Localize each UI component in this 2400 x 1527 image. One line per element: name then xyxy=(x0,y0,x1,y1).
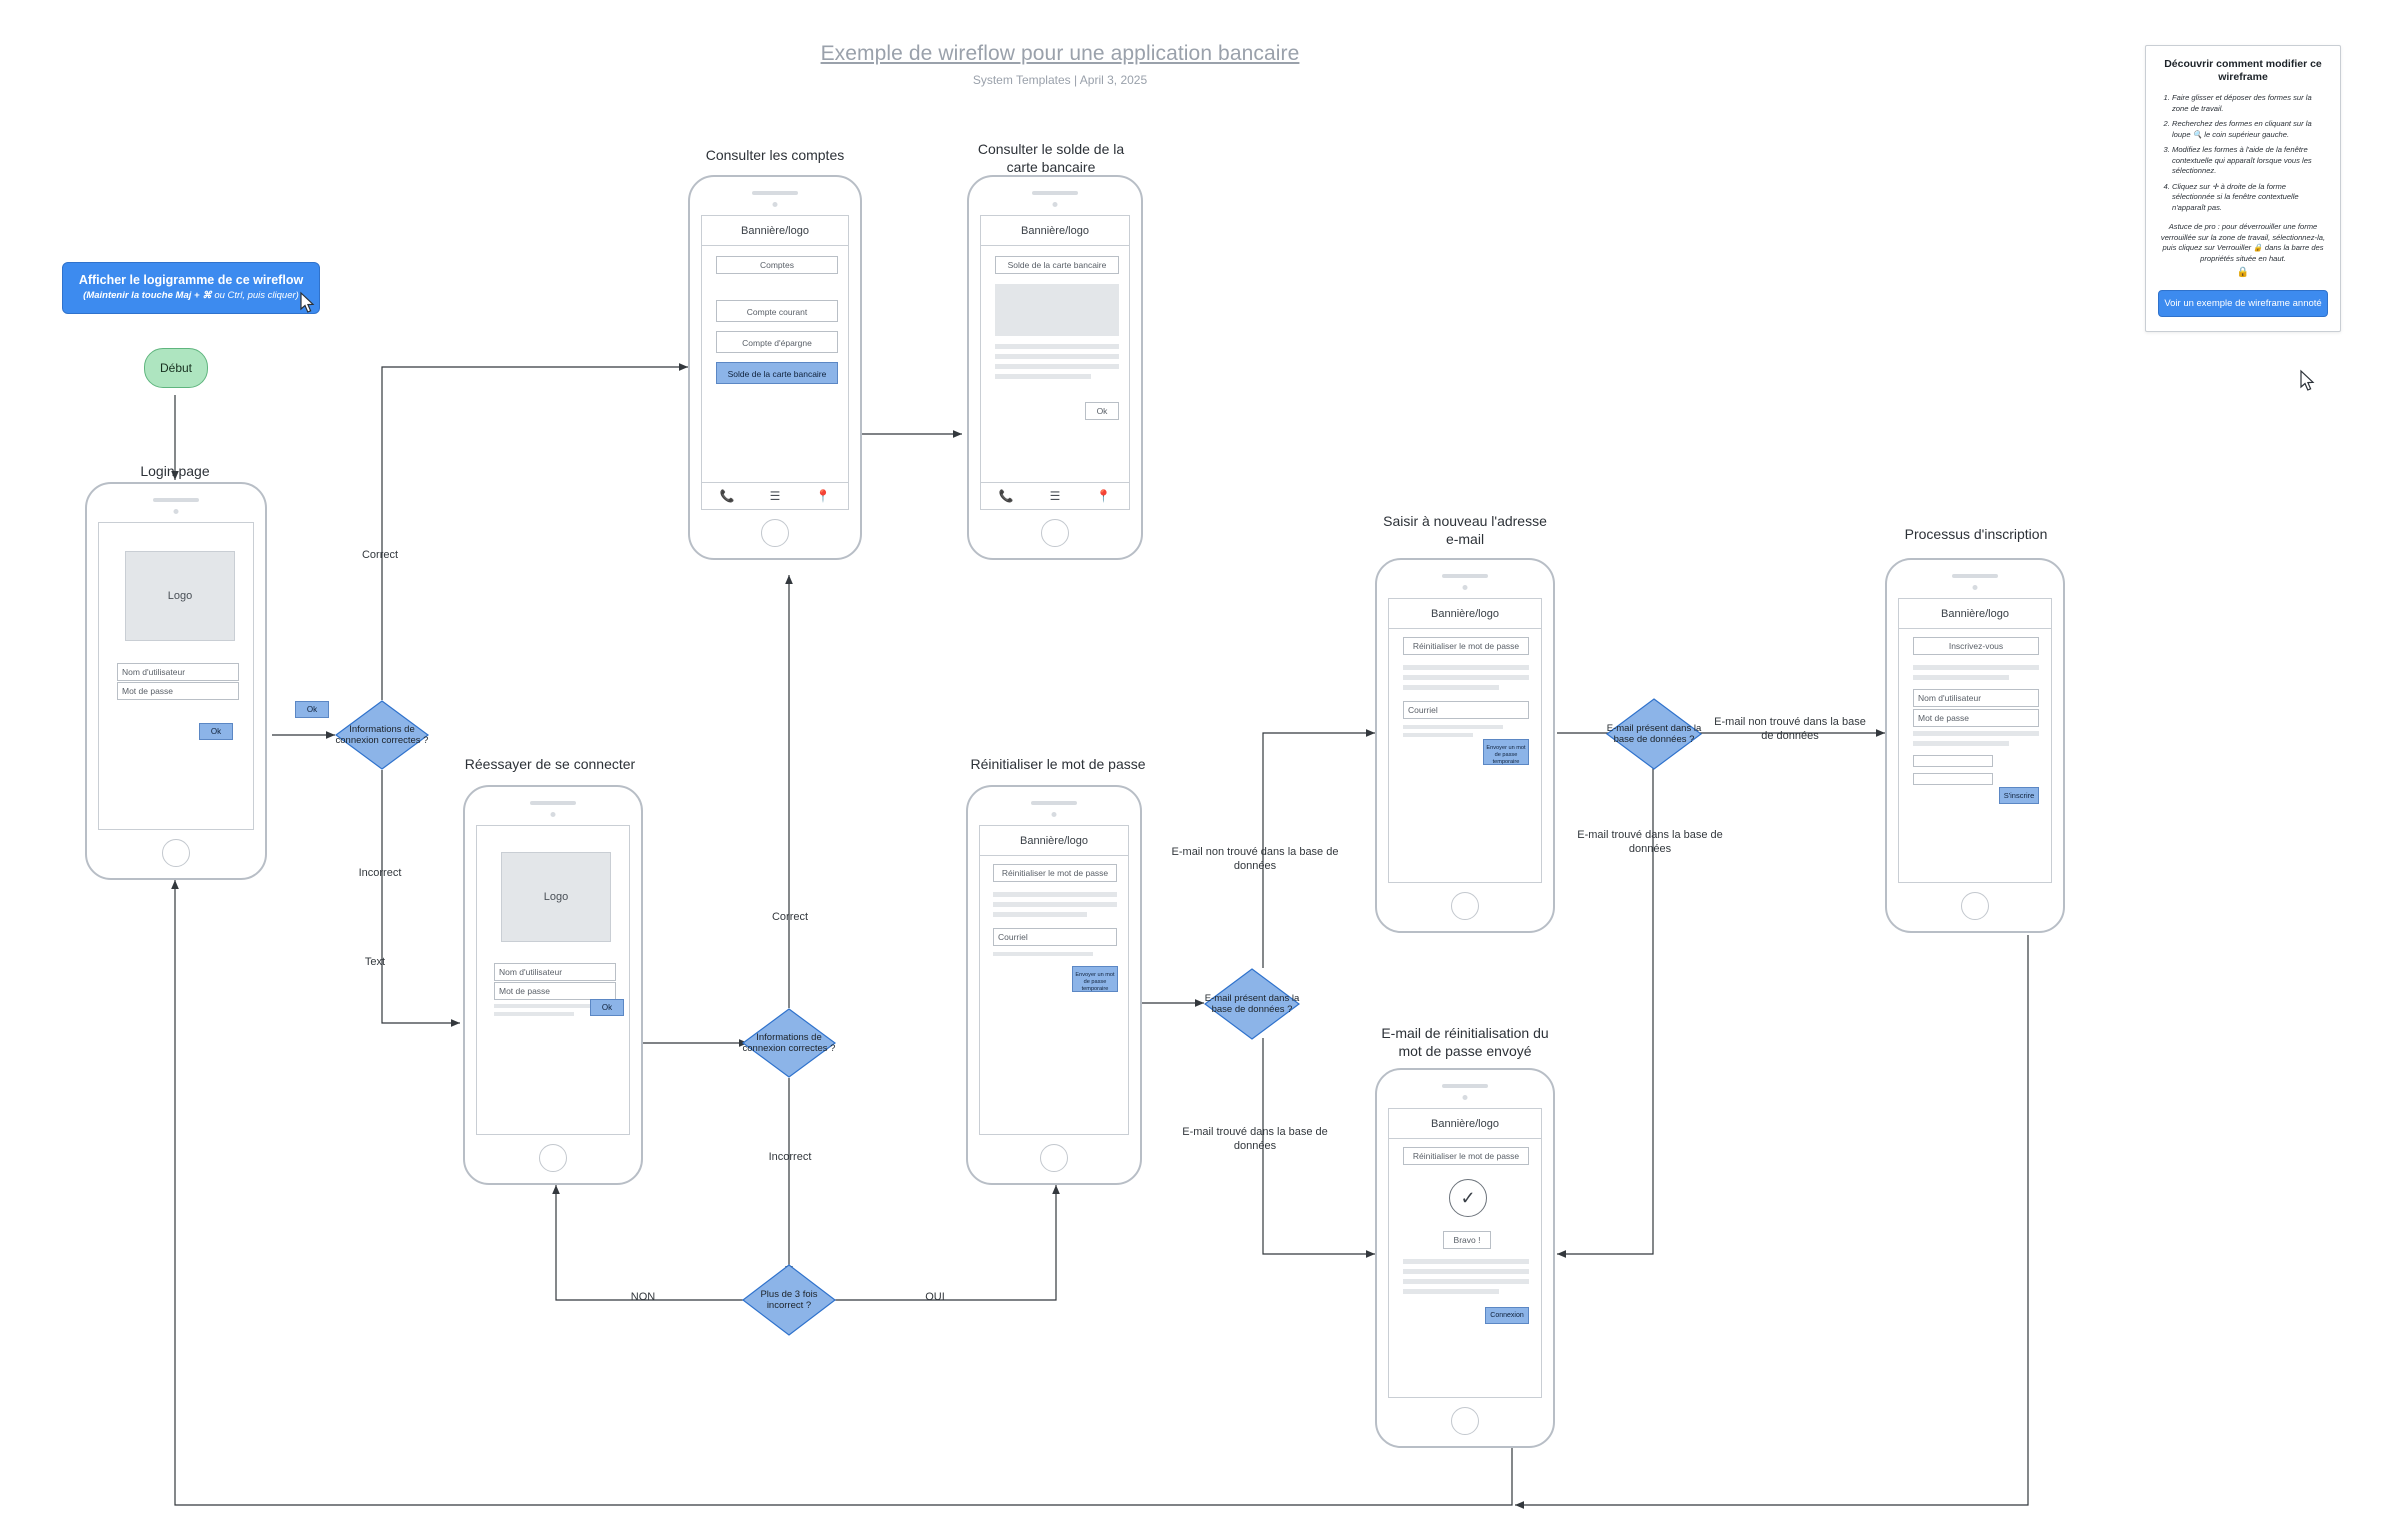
camera-icon xyxy=(1053,202,1058,207)
banner-logo: Bannière/logo xyxy=(1389,1109,1541,1139)
home-button-icon xyxy=(761,519,789,547)
login-button[interactable]: Connexion xyxy=(1485,1307,1529,1324)
signup-title: Processus d'inscription xyxy=(1904,526,2048,542)
text-placeholder-line xyxy=(993,902,1117,907)
text-placeholder-line xyxy=(1403,725,1503,729)
home-button-icon xyxy=(162,839,190,867)
decision-label: Informations de connexion correctes ? xyxy=(335,724,429,746)
retry-login-title: Réessayer de se connecter xyxy=(464,756,636,772)
edge-label-text-1: Text xyxy=(364,956,386,968)
edge-label-non: NON xyxy=(630,1291,656,1303)
email-sent-phone xyxy=(1375,1068,1555,1448)
text-placeholder-line xyxy=(993,952,1093,956)
decision-login-check-1[interactable] xyxy=(335,700,429,770)
consult-accounts-screen xyxy=(701,215,849,510)
consult-accounts-title: Consulter les comptes xyxy=(705,147,845,163)
accounts-header: Comptes xyxy=(716,256,838,274)
decision-login-check-2[interactable] xyxy=(742,1008,836,1078)
password-input[interactable]: Mot de passe xyxy=(117,682,239,700)
camera-icon xyxy=(1973,585,1978,590)
edge-label-email-found-1: E-mail trouvé dans la base de données xyxy=(1182,1126,1328,1152)
retry-login-phone xyxy=(463,785,643,1185)
card-balance-phone xyxy=(967,175,1143,560)
login-ok-button[interactable]: Ok xyxy=(295,701,329,718)
camera-icon xyxy=(551,812,556,817)
help-panel xyxy=(2145,45,2341,332)
check-icon: ✓ xyxy=(1449,1179,1487,1217)
edge-label-oui: OUI xyxy=(925,1291,945,1303)
home-button-icon xyxy=(1040,1144,1068,1172)
speaker-icon xyxy=(1442,574,1488,578)
text-placeholder-line xyxy=(993,912,1087,917)
page-subtitle: System Templates | April 3, 2025 xyxy=(972,73,1148,87)
email-input[interactable]: Courriel xyxy=(993,928,1117,946)
callout-shortcut-suffix: ou Ctrl, puis cliquer) xyxy=(211,290,299,301)
speaker-icon xyxy=(1442,1084,1488,1088)
text-placeholder-line xyxy=(1403,1279,1529,1284)
password-input[interactable]: Mot de passe xyxy=(1913,709,2039,727)
banner-logo: Bannière/logo xyxy=(702,216,848,246)
decision-label: Plus de 3 fois incorrect ? xyxy=(760,1289,818,1311)
password-input[interactable]: Mot de passe xyxy=(494,982,616,1000)
help-item: 1. Faire glisser et déposer des formes sur la zone de travail. xyxy=(2172,93,2328,114)
speaker-icon xyxy=(1031,801,1077,805)
title-block xyxy=(790,42,1330,87)
reset-password-title: Réinitialiser le mot de passe xyxy=(970,756,1146,772)
text-placeholder-line xyxy=(494,1012,574,1016)
help-item: 4. Cliquez sur ✛ à droite de la forme sélectionnée si la fenêtre contextuelle n'apparaît pas. xyxy=(2172,182,2328,214)
decision-email-db-2[interactable] xyxy=(1606,698,1702,770)
annotated-wireframe-button[interactable]: Voir un exemple de wireframe annoté xyxy=(2158,290,2328,317)
speaker-icon xyxy=(530,801,576,805)
logo-placeholder: Logo xyxy=(125,551,235,641)
edge-label-email-not-found-2: E-mail non trouvé dans la base de données xyxy=(1714,716,1866,742)
edge-label-email-not-found-1: E-mail non trouvé dans la base de données xyxy=(1171,846,1339,872)
banner-logo: Bannière/logo xyxy=(981,216,1129,246)
signup-submit-button[interactable]: S'inscrire xyxy=(1999,787,2039,804)
home-button-icon xyxy=(539,1144,567,1172)
camera-icon xyxy=(1052,812,1057,817)
home-button-icon xyxy=(1041,519,1069,547)
text-placeholder-line xyxy=(1403,1289,1499,1294)
account-item-checking[interactable]: Compte courant xyxy=(716,300,838,322)
show-flowchart-callout[interactable] xyxy=(62,262,320,314)
email-sent-screen xyxy=(1388,1108,1542,1398)
edge-label-incorrect-1: Incorrect xyxy=(358,867,402,879)
speaker-icon xyxy=(752,191,798,195)
decision-label: E-mail présent dans la base de données ? xyxy=(1606,723,1702,745)
location-icon[interactable]: 📍 xyxy=(1096,489,1112,503)
bottom-nav xyxy=(981,482,1129,509)
extra-field[interactable] xyxy=(1913,755,1993,767)
edge-label-correct-1: Correct xyxy=(361,549,399,561)
decision-label: Informations de connexion correctes ? xyxy=(742,1032,836,1054)
menu-icon[interactable]: ☰ xyxy=(1049,489,1061,503)
text-placeholder-line xyxy=(1403,733,1473,737)
text-placeholder-line xyxy=(1913,675,2009,680)
card-balance-header: Solde de la carte bancaire xyxy=(995,256,1119,274)
help-item: 2. Recherchez des formes en cliquant sur la loupe 🔍 le coin supérieur gauche. xyxy=(2172,119,2328,140)
speaker-icon xyxy=(1952,574,1998,578)
image-placeholder xyxy=(995,284,1119,336)
speaker-icon xyxy=(153,498,199,502)
start-label: Début xyxy=(159,361,193,375)
signup-phone xyxy=(1885,558,2065,933)
help-item: 3. Modifiez les formes à l'aide de la fenêtre contextuelle qui apparaît lorsque vous les sélectionnez. xyxy=(2172,145,2328,177)
decision-email-db-1[interactable] xyxy=(1204,968,1300,1040)
retry-login-screen xyxy=(476,825,630,1135)
login-ok-button-visual[interactable]: Ok xyxy=(199,723,233,740)
text-placeholder-line xyxy=(995,364,1119,369)
help-panel-list xyxy=(2158,93,2328,213)
phone-icon[interactable]: 📞 xyxy=(719,489,735,503)
reenter-email-phone xyxy=(1375,558,1555,933)
account-item-savings[interactable]: Compte d'épargne xyxy=(716,331,838,353)
callout-line-2 xyxy=(73,290,309,301)
card-balance-title: Consulter le solde de la carte bancaire xyxy=(977,141,1125,175)
text-placeholder-line xyxy=(1403,675,1529,680)
lock-icon: 🔒 xyxy=(2236,267,2250,278)
cursor-icon xyxy=(300,292,318,314)
home-button-icon xyxy=(1961,892,1989,920)
help-panel-tip: Astuce de pro : pour déverrouiller une forme verrouillée sur la zone de travail, sélectionnez-la, puis cliquez sur Verrouiller 🔒 dans la barre des propriétés située en haut. xyxy=(2160,222,2326,263)
decision-label: E-mail présent dans la base de données ? xyxy=(1204,993,1300,1015)
text-placeholder-line xyxy=(995,354,1119,359)
text-placeholder-line xyxy=(1403,665,1529,670)
camera-icon xyxy=(174,509,179,514)
camera-icon xyxy=(773,202,778,207)
bottom-nav xyxy=(702,482,848,509)
edge-label-incorrect-2: Incorrect xyxy=(768,1151,812,1163)
success-message: Bravo ! xyxy=(1443,1231,1491,1249)
reset-password-header: Réinitialiser le mot de passe xyxy=(993,864,1117,882)
text-placeholder-line xyxy=(1403,1259,1529,1264)
text-placeholder-line xyxy=(995,344,1119,349)
cursor-icon xyxy=(2300,370,2318,392)
text-placeholder-line xyxy=(494,1004,594,1008)
text-placeholder-line xyxy=(1913,731,2039,736)
text-placeholder-line xyxy=(1403,1269,1529,1274)
text-placeholder-line xyxy=(993,892,1117,897)
text-placeholder-line xyxy=(1913,741,2009,746)
help-panel-title: Découvrir comment modifier ce wireframe xyxy=(2164,58,2322,83)
card-balance-ok-button[interactable]: Ok xyxy=(1085,402,1119,420)
page-title: Exemple de wireflow pour une application bancaire xyxy=(820,42,1300,65)
extra-field[interactable] xyxy=(1913,773,1993,785)
callout-shortcut: (Maintenir la touche Maj + ⌘ xyxy=(83,290,212,301)
edge-label-correct-2: Correct xyxy=(771,911,809,923)
text-placeholder-line xyxy=(995,374,1091,379)
card-balance-screen xyxy=(980,215,1130,510)
reenter-email-title: Saisir à nouveau l'adresse e-mail xyxy=(1383,513,1547,547)
login-page-phone xyxy=(85,482,318,880)
phone-icon[interactable]: 📞 xyxy=(998,489,1014,503)
email-sent-title: E-mail de réinitialisation du mot de passe envoyé xyxy=(1381,1025,1549,1059)
edge-label-email-found-2: E-mail trouvé dans la base de données xyxy=(1577,829,1723,855)
retry-ok-button[interactable]: Ok xyxy=(590,999,624,1016)
decision-attempts[interactable] xyxy=(742,1264,836,1336)
banner-logo: Bannière/logo xyxy=(1389,599,1541,629)
banner-logo: Bannière/logo xyxy=(1899,599,2051,629)
consult-accounts-phone xyxy=(688,175,862,560)
reset-password-header: Réinitialiser le mot de passe xyxy=(1403,1147,1529,1165)
username-input[interactable]: Nom d'utilisateur xyxy=(117,663,239,681)
login-page-screen xyxy=(98,522,318,830)
home-button-icon xyxy=(1451,1407,1479,1435)
account-item-card-balance[interactable]: Solde de la carte bancaire xyxy=(716,362,838,384)
callout-line-1: Afficher le logigramme de ce wireflow xyxy=(78,273,304,287)
camera-icon xyxy=(1463,1095,1468,1100)
logo-placeholder: Logo xyxy=(501,852,611,942)
reset-password-phone xyxy=(966,785,1142,1185)
send-temp-password-button[interactable]: Envoyer un mot de passe temporaire xyxy=(1072,966,1118,992)
home-button-icon xyxy=(1451,892,1479,920)
camera-icon xyxy=(1463,585,1468,590)
banner-logo: Bannière/logo xyxy=(980,826,1128,856)
username-input[interactable]: Nom d'utilisateur xyxy=(494,963,616,981)
speaker-icon xyxy=(1032,191,1078,195)
reset-password-header: Réinitialiser le mot de passe xyxy=(1403,637,1529,655)
start-node[interactable] xyxy=(144,348,208,388)
location-icon[interactable]: 📍 xyxy=(815,489,831,503)
text-placeholder-line xyxy=(1403,685,1499,690)
reenter-email-screen xyxy=(1388,598,1542,883)
email-input[interactable]: Courriel xyxy=(1403,701,1529,719)
login-page-title: Login page xyxy=(140,463,210,479)
send-temp-password-button[interactable]: Envoyer un mot de passe temporaire xyxy=(1483,739,1529,765)
menu-icon[interactable]: ☰ xyxy=(769,489,781,503)
signup-header: Inscrivez-vous xyxy=(1913,637,2039,655)
text-placeholder-line xyxy=(1913,665,2039,670)
username-input[interactable]: Nom d'utilisateur xyxy=(1913,689,2039,707)
reset-password-screen xyxy=(979,825,1129,1135)
signup-screen xyxy=(1898,598,2052,883)
